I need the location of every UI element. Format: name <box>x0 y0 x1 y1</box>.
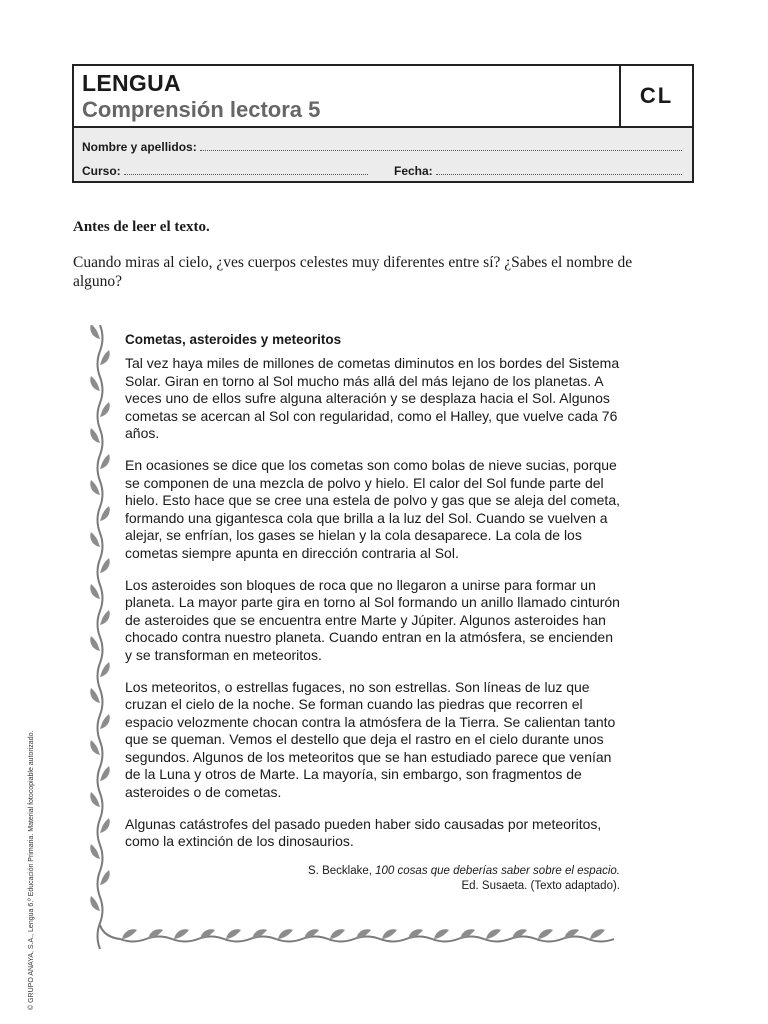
student-fields <box>74 128 692 181</box>
source-book: 100 cosas que deberías saber sobre el espacio. <box>375 864 620 877</box>
vine-leaf <box>538 929 553 939</box>
vine-leaf <box>100 662 110 677</box>
vine-leaf <box>90 428 100 443</box>
vine-leaf <box>100 714 110 729</box>
vine-leaf <box>100 818 110 833</box>
reading-title: Cometas, asteroides y meteoritos <box>125 332 342 347</box>
vine-leaf <box>90 688 100 703</box>
vine-leaf <box>90 532 100 547</box>
paragraph-4: Los meteoritos, o estrellas fugaces, no son estrellas. Son líneas de luz que cruzan el cielo de la noche. Se forman cuando las piedras que recorren el espacio velozmente chocan contra la atmósfera de la Tierra. Se calientan tanto que se queman. Vemos el destello que deja el rastro en el cielo durante unos segundos. Algunos de los meteoritos que se han estudiado parece que venían de la Luna y otros de Marte. La mayoría, sin embargo, son fragmentos de asteroides o de cometas. <box>125 678 616 801</box>
vine-leaf <box>90 740 100 755</box>
name-label: Nombre y apellidos: <box>82 140 197 154</box>
vine-leaf <box>122 929 137 939</box>
vine-leaf <box>486 929 501 939</box>
vine-leaf <box>226 929 241 939</box>
paragraph-1: Tal vez haya miles de millones de cometas diminutos en los bordes del Sistema Solar. Giran en torno al Sol mucho más allá del más lejano de los planetas. A veces uno de ellos sufre alguna alteración y se desplaza hacia el Sol. Algunos cometas se acercan al Sol con regularidad, como el Halley, que vuelve cada 76 años. <box>125 355 620 442</box>
course-line[interactable] <box>124 164 368 175</box>
course-field[interactable] <box>82 164 368 178</box>
intro-heading: Antes de leer el texto. <box>73 219 210 235</box>
paragraph-5: Algunas catástrofes del pasado pueden haber sido causadas por meteoritos, como la extinción de los dinosaurios. <box>125 815 602 850</box>
date-line[interactable] <box>436 164 682 175</box>
paragraph-3: Los asteroides son bloques de roca que no llegaron a unirse para formar un planeta. La mayor parte gira en torno al Sol formando un anillo llamado cinturón de asteroides que se encuentra entre Marte y Júpiter. Algunos asteroides han chocado contra nuestro planeta. Cuando entran en la atmósfera, se encienden y se transforman en meteoritos. <box>125 576 620 663</box>
vine-leaf <box>90 792 100 807</box>
source-publisher: Ed. Susaeta. (Texto adaptado). <box>461 879 620 892</box>
course-label: Curso: <box>82 164 121 178</box>
date-field[interactable] <box>394 164 682 178</box>
vine-leaf <box>90 844 100 859</box>
header-title-area <box>74 66 621 128</box>
vine-leaf <box>330 929 345 939</box>
name-line[interactable] <box>200 140 682 151</box>
source-citation <box>125 864 620 894</box>
vine-leaf <box>100 766 110 781</box>
worksheet-code: CL <box>639 83 674 108</box>
vine-leaf <box>90 376 100 391</box>
name-field[interactable] <box>82 140 682 154</box>
vine-leaf <box>590 929 605 939</box>
vine-leaf <box>278 929 293 939</box>
reading-passage <box>125 332 620 894</box>
source-author: S. Becklake, <box>308 864 372 877</box>
vine-leaf <box>100 558 110 573</box>
vine-leaf <box>100 454 110 469</box>
vine-leaf <box>434 929 449 939</box>
vine-leaf <box>382 929 397 939</box>
vine-leaf <box>90 480 100 495</box>
vine-leaf <box>100 506 110 521</box>
header-code-area <box>621 66 692 128</box>
vine-leaf <box>90 636 100 651</box>
date-label: Fecha: <box>394 164 433 178</box>
vine-leaf <box>90 584 100 599</box>
vine-leaf <box>174 929 189 939</box>
subject-title: LENGUA <box>82 70 181 96</box>
unit-title: Comprensión lectora 5 <box>82 97 321 122</box>
vine-leaf <box>100 870 110 885</box>
vine-leaf <box>100 610 110 625</box>
copyright-notice: © GRUPO ANAYA, S.A., Lengua 6.º Educación Primaria. Material fotocopiable autorizado. <box>28 730 35 1010</box>
vine-leaf <box>100 402 110 417</box>
worksheet-header <box>72 64 694 183</box>
vine-leaf <box>90 325 100 339</box>
paragraph-2: En ocasiones se dice que los cometas son como bolas de nieve sucias, porque se componen de una mezcla de polvo y hielo. El calor del Sol funde parte del hielo. Esto hace que se cree una estela de polvo y gas que se aleja del cometa, formando una gigantesca cola que brilla a la luz del Sol. Cuando se vuelven a alejar, se enfrían, los gases se hielan y la cola desaparece. La cola de los cometas siempre apunta en dirección contraria al Sol. <box>125 456 620 561</box>
intro-question: Cuando miras al cielo, ¿ves cuerpos celestes muy diferentes entre sí? ¿Sabes el nombre de alguno? <box>73 254 633 290</box>
vine-leaf <box>90 896 100 911</box>
vine-leaf <box>100 350 110 365</box>
